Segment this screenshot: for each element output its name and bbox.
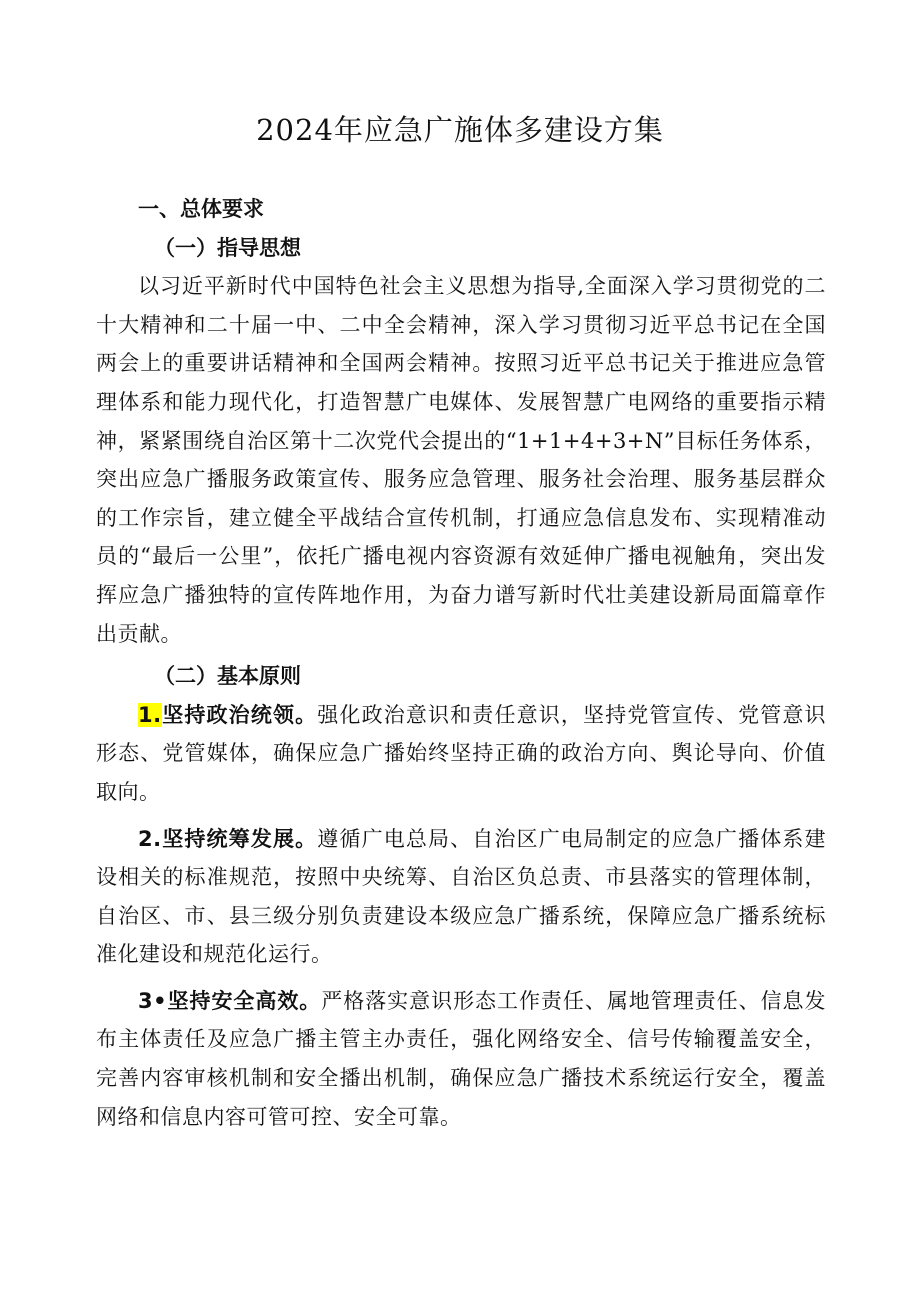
document-body — [96, 190, 826, 1136]
principle-number-2: 2. — [138, 826, 162, 851]
principle-paragraph-2 — [96, 820, 826, 974]
principle-lead-2: 坚持统筹发展。 — [161, 826, 318, 851]
subsection-heading-basic-principles: （二）基本原则 — [154, 664, 301, 689]
principle-lead-1: 坚持政治统领。 — [161, 702, 318, 727]
principle-number-1: 1. — [138, 702, 162, 727]
document-title: 2024年应急广施体多建设方集 — [256, 113, 664, 147]
principle-lead-3: 坚持安全高效。 — [167, 988, 322, 1013]
principle-text-3: 严格落实意识形态工作责任、属地管理责任、信息发布主体责任及应急广播主管主办责任，强化网络安全、信号传输覆盖安全，完善内容审核机制和安全播出机制，确保应急广播技术系统运行安全，覆盖网络和信息内容可管可控、安全可靠。 — [96, 988, 827, 1129]
subsection-heading-guiding-ideology: （一）指导思想 — [154, 235, 301, 260]
principle-paragraph-3 — [96, 982, 826, 1136]
principle-number-3: 3• — [138, 988, 168, 1013]
section-heading-general-requirements: 一、总体要求 — [138, 197, 264, 221]
guiding-ideology-paragraph: 以习近平新时代中国特色社会主义思想为指导,全面深入学习贯彻党的二十大精神和二十届一中、二中全会精神，深入学习贯彻习近平总书记在全国两会上的重要讲话精神和全国两会精神。按照习近平总书记关于推进应急管理体系和能力现代化，打造智慧广电媒体、发展智慧广电网络的重要指示精神，紧紧围绕自治区第十二次党代会提出的“1+1+4+3+N”目标任务体系，突出应急广播服务政策宣传、服务应急管理、服务社会治理、服务基层群众的工作宗旨，建立健全平战结合宣传机制，打通应急信息发布、实现精准动员的“最后一公里”，依托广播电视内容资源有效延伸广播电视触角，突出发挥应急广播独特的宣传阵地作用，为奋力谱写新时代壮美建设新局面篇章作出贡献。 — [96, 274, 826, 646]
principle-text-1: 强化政治意识和责任意识，坚持党管宣传、党管意识形态、党管媒体，确保应急广播始终坚持正确的政治方向、舆论导向、价值取向。 — [96, 702, 827, 804]
principle-paragraph-1 — [96, 696, 826, 812]
principle-text-2: 遵循广电总局、自治区广电局制定的应急广播体系建设相关的标准规范，按照中央统筹、自治区负总责、市县落实的管理体制，自治区、市、县三级分别负责建设本级应急广播系统，保障应急广播系统标准化建设和规范化运行。 — [96, 826, 827, 967]
